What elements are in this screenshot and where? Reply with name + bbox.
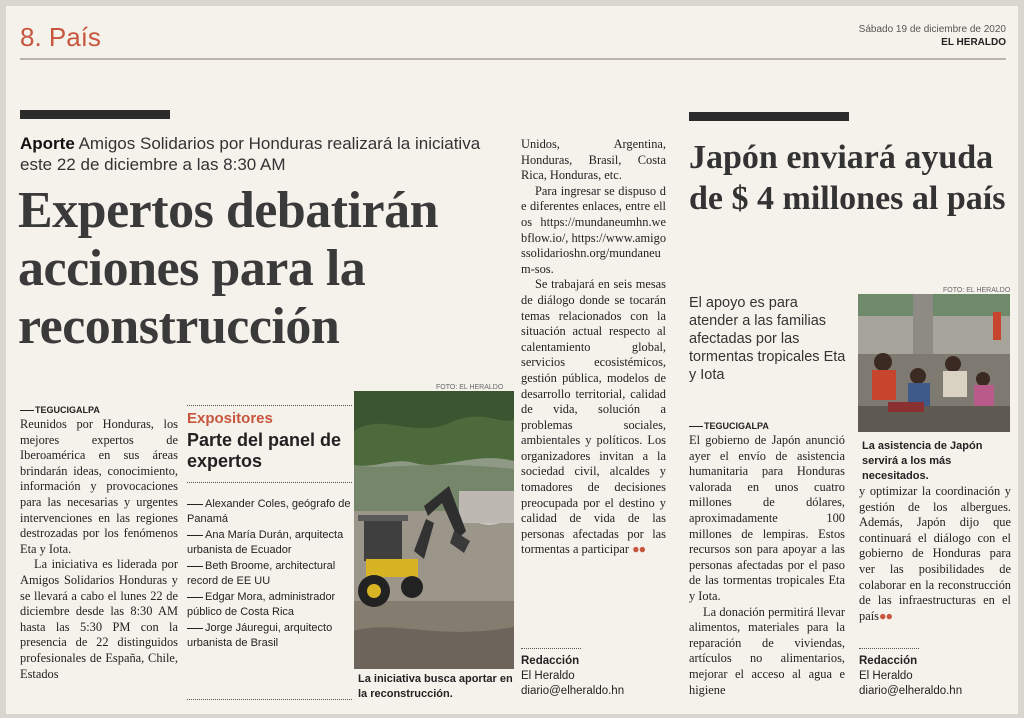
end-mark: ●●: [878, 608, 892, 623]
signoff-name: Redacción: [521, 655, 580, 667]
signoff-paper: El Heraldo: [859, 670, 913, 682]
article1-headline: Expertos debatirán acciones para la reconstrucción: [18, 182, 438, 355]
article2-headline: Japón enviará ayuda de $ 4 millones al país: [689, 139, 1006, 217]
photo2-caption: La asistencia de Japón servirá a los más necesitados.: [862, 440, 983, 482]
sidebar-kicker: Expositores: [187, 410, 273, 427]
sidebar-top-rule: [187, 405, 352, 406]
signoff-email: diario@elheraldo.hn: [521, 685, 625, 697]
article1-paragraph: La iniciativa es liderada por Amigos Solidarios Honduras y se llevará a cabo el lunes 22 de diciembre desde las 8:30 AM hasta las 5:30 PM con la presencia de 22 distinguidos profesionales de España, Chile, Estados: [20, 557, 178, 681]
photo1-caption: La iniciativa busca aportar en la reconstrucción.: [358, 673, 513, 700]
article1-paragraph: Reunidos por Honduras, los mejores expertos de Iberoamérica en sus áreas brindarán ideas, conocimiento, información y provocaciones para las necesarias y urgentes intervenciones en las regiones destrozadas por los fenómenos Eta y Iota.: [20, 417, 178, 556]
article2-byline: TEGUCIGALPA: [689, 421, 845, 431]
article1-paragraph: Para ingresar se dispuso de diferentes enlaces, entre ellos https://mundaneumhn.webflow.io/, https://www.amigossolidarioshn.org/mundaneum-sos.: [521, 183, 667, 276]
section-label: 8. País: [20, 22, 101, 52]
article2-signoff: [859, 654, 962, 699]
article2-column2: [859, 484, 1011, 624]
article1-kicker-text: Amigos Solidarios por Honduras realizará la iniciativa este 22 de diciembre a las 8:30 AM: [20, 134, 481, 174]
shelter-photo: [858, 294, 1010, 432]
expert-item: Beth Broome, architectural record de EE UU: [187, 560, 336, 587]
expert-item: Edgar Mora, administrador público de Costa Rica: [187, 591, 336, 618]
signoff-paper: El Heraldo: [521, 670, 575, 682]
newspaper-name: EL HERALDO: [941, 37, 1006, 48]
sidebar-title: Parte del panel de expertos: [187, 430, 342, 471]
expert-list: [187, 497, 352, 652]
signoff-name: Redacción: [859, 655, 918, 667]
article2-paragraph: La donación permitirá llevar alimentos, materiales para la reparación de viviendas, artículos no alimentarios, mejorar el acceso al agua e higiene: [689, 604, 845, 697]
end-mark: ●●: [632, 542, 646, 557]
header-divider: [20, 58, 1006, 60]
article1-byline: TEGUCIGALPA: [20, 405, 178, 415]
article2-paragraph: y optimizar la coordinación y gestión de los albergues. Además, Japón dijo que continuará el diálogo con el gobierno de Honduras para ver las posibilidades de colaborar en la reconstrucción de las infraestructuras en el país●●: [859, 484, 1011, 623]
excavator-photo: [354, 391, 514, 669]
article1-paragraph: Unidos, Argentina, Honduras, Brasil, Costa Rica, Honduras, etc.: [521, 137, 666, 183]
newspaper-page: [6, 6, 1018, 714]
article1-signoff-rule: [521, 648, 581, 649]
photo2-credit: FOTO: EL HERALDO: [943, 287, 1011, 294]
article1-kicker: [20, 133, 510, 175]
article1-column3: [521, 137, 666, 558]
sidebar-mid-rule: [187, 482, 352, 483]
sidebar-bottom-rule: [187, 699, 352, 700]
article1-paragraph: Se trabajará en seis mesas de diálogo donde se tocarán temas relacionados con la situación actual respecto al calentamiento global, servicios ecosistémicos, gestión pública, modelos de desarrollo territorial, calidad de vida, solución a problemas sociales, ambientales y políticos. Los organizadores invitan a la sociedad civil, alcaldes y tomadores de decisiones preocupada por el destino y calidad de vida de las personas afectadas por las tormentas a participar ●●: [521, 277, 666, 557]
article2-accent-bar: [689, 112, 849, 121]
issue-date: Sábado 19 de diciembre de 2020: [858, 24, 1006, 35]
expert-item: Jorge Jáuregui, arquitecto urbanista de Brasil: [187, 622, 333, 649]
article2-paragraph: El gobierno de Japón anunció ayer el envío de asistencia humanitaria para Honduras valorada en unos cuatro millones de dólares, aproximadamente 100 millones de lempiras. Estos recursos son para apoyar a las personas afectadas por el paso de las tormentas tropicales Eta y Iota.: [689, 433, 845, 603]
expert-item: Alexander Coles, geógrafo de Panamá: [187, 498, 351, 525]
article2-signoff-rule: [859, 648, 919, 649]
signoff-email: diario@elheraldo.hn: [859, 685, 963, 697]
article1-accent-bar: [20, 110, 170, 119]
article1-signoff: [521, 654, 624, 699]
expert-item: Ana María Durán, arquitecta urbanista de Ecuador: [187, 529, 344, 556]
article2-column1: [689, 421, 845, 698]
article1-kicker-lead: Aporte: [20, 134, 75, 153]
article1-column1: [20, 405, 178, 682]
article2-deck: El apoyo es para atender a las familias afectadas por las tormentas tropicales Eta y Iota: [689, 295, 846, 383]
photo1-credit: FOTO: EL HERALDO: [436, 384, 504, 391]
